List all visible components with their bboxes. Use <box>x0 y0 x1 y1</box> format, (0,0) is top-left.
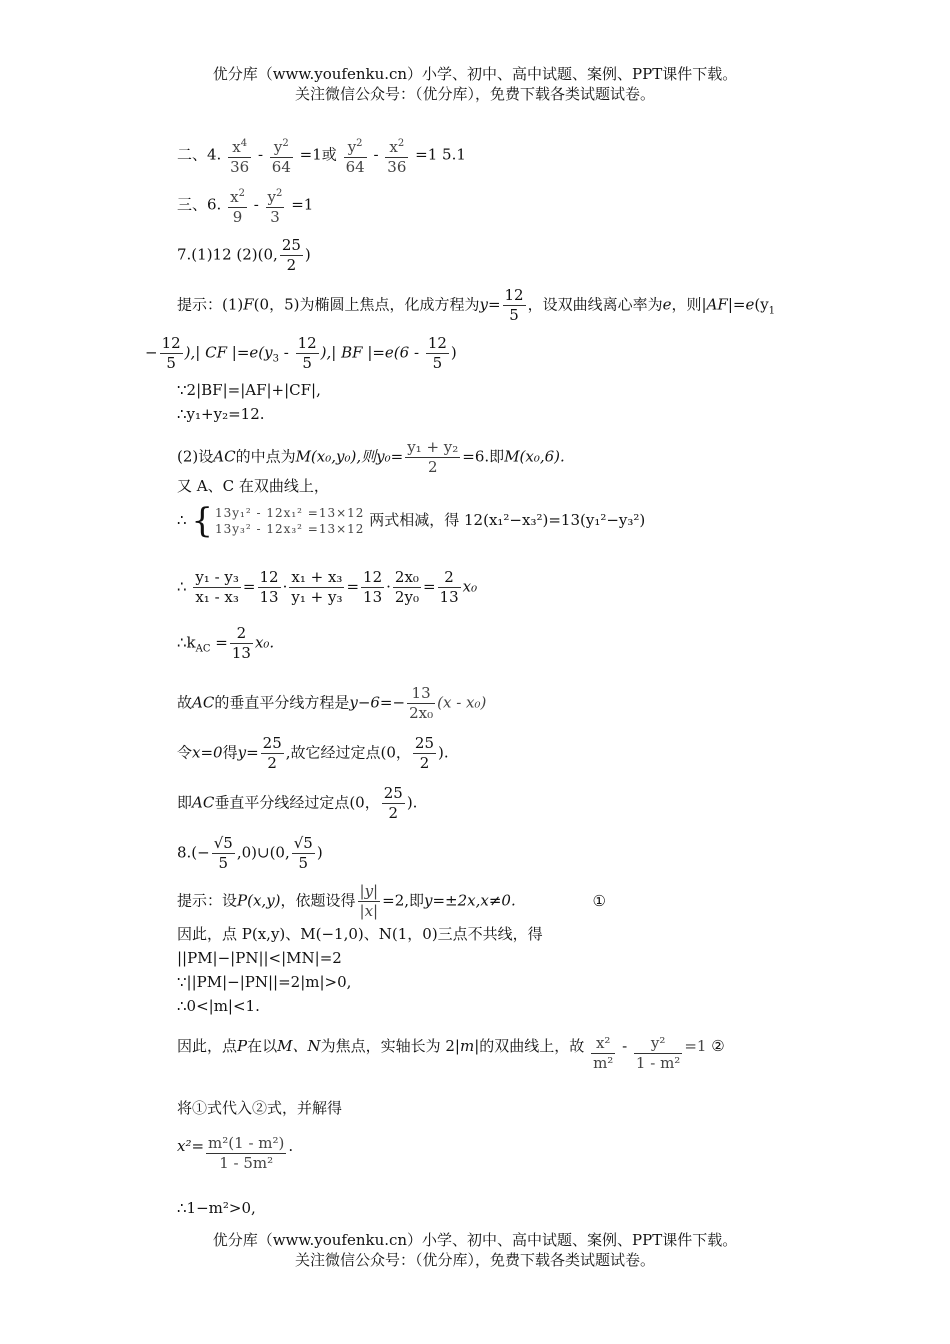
hint8-text-2: ，依题设得 <box>280 891 356 910</box>
inequality-line: ||PM|−|PN||<|MN|=2 <box>177 949 342 967</box>
hint-eq: |= <box>727 295 746 314</box>
perp-text: 故 <box>177 693 193 712</box>
hint-7-line-2 <box>145 334 457 373</box>
frac-num-2: √5 <box>293 834 313 852</box>
frac-den: 2 <box>427 458 438 476</box>
let-y: y= <box>237 743 259 762</box>
mid-m: M(x₀,y₀),则 <box>295 447 377 466</box>
kac-label: ∴k <box>177 633 196 652</box>
frac-den-1: m² <box>593 1054 614 1072</box>
therefore-line-2: ∴0<|m|<1. <box>177 997 260 1015</box>
fixed-line <box>177 784 417 823</box>
close-paren: ) <box>304 245 311 264</box>
hint-text-2: (0，5)为椭圆上焦点，化成方程为 <box>253 295 480 314</box>
frac-num: 13 <box>407 684 435 704</box>
thus-line-2 <box>177 1034 725 1073</box>
header-line-2: 关注微信公众号：（优分库），免费下载各类试题试卷。 <box>294 85 655 103</box>
let-x0: x=0 <box>192 743 223 762</box>
frac-num: 25 <box>281 236 301 254</box>
frac-den: 5 <box>218 854 229 872</box>
frac-num-4: 12 <box>363 568 383 586</box>
kac-line <box>177 624 274 663</box>
frac-num: 25 <box>262 734 282 752</box>
frac-den-2: 5 <box>302 354 312 372</box>
eq-1: = <box>242 577 256 596</box>
because-line-2: ∵||PM|−|PN||=2|m|>0, <box>177 973 352 991</box>
hint-y: y= <box>479 295 501 314</box>
system-line: ∴ { 13y₁² - 12x₁² =13×12 13y₃² - 12x₃² =13×12 两式相减，得 12(x₁²−x₃²)=13(y₁²−y₃²) <box>177 501 646 541</box>
sub3: 3 <box>272 353 279 365</box>
frac-den-4: 13 <box>363 588 383 606</box>
minus2: - <box>278 343 294 362</box>
footer-line-1: 优分库（www.youfenku.cn）小学、初中、高中试题、案例、PPT课件下载。 <box>212 1231 738 1249</box>
hint-sub: 1 <box>768 305 776 317</box>
mid-text-3: =6.即 <box>462 447 505 466</box>
frac-num: m²(1 - m²) <box>208 1134 285 1152</box>
thus-line-1: 因此，点 P(x,y)、M(−1,0)、N(1，0)三点不共线，得 <box>177 925 543 943</box>
let-text: 令 <box>177 743 193 762</box>
cf-text: ),| CF |=e(y <box>184 343 273 362</box>
minus: − <box>145 343 158 362</box>
frac-num-1: y₁ - y₃ <box>195 568 239 586</box>
answer-8 <box>177 834 323 873</box>
hint-7-line-1 <box>177 286 775 325</box>
frac-num-2: y² <box>634 1034 682 1054</box>
frac-den-3: 5 <box>432 354 443 372</box>
frac-den-6: 13 <box>439 588 459 606</box>
also-line: 又 A、C 在双曲线上， <box>177 477 329 495</box>
hint8-text-3: =2,即 <box>382 891 425 910</box>
frac-num: |y| <box>359 882 379 900</box>
frac-den: 5 <box>166 354 176 372</box>
because-line-1: ∵2|BF|=|AF|+|CF|, <box>177 381 321 399</box>
frac-den: 5 <box>509 306 519 324</box>
frac-num-2: 12 <box>297 334 317 352</box>
perp-line <box>177 684 486 723</box>
perp-ac: AC <box>192 693 215 712</box>
hint-text: 提示：(1) <box>177 295 244 314</box>
midpoint-line <box>177 438 565 477</box>
frac-den: |x| <box>359 902 379 920</box>
eq-3: = <box>422 577 436 596</box>
frac-num: 25 <box>383 784 403 802</box>
kac-eq: = <box>210 633 228 652</box>
mid-text: (2)设 <box>177 447 214 466</box>
answer-4: 二、4. $\frac{x^4}{36}$ - $\frac{y^2}{64}$ =1或 $\frac{y^2}{64}$ - $\frac{x^2}{36}$ =1 5.1 <box>177 134 466 177</box>
fixed-close: ). <box>406 793 418 812</box>
x2-dot: . <box>288 1137 294 1155</box>
x-squared-line <box>177 1134 293 1173</box>
mid-m6: M(x₀,6). <box>504 447 565 466</box>
frac-den: 2 <box>388 804 399 822</box>
frac-num-2: 12 <box>259 568 279 586</box>
tail-6: =1 <box>291 195 314 214</box>
frac-den-1: x₁ - x₃ <box>195 588 239 606</box>
frac-num-2: 25 <box>414 734 435 752</box>
label-8: 8.(− <box>177 843 210 862</box>
hint8-y: y=±2x,x≠0. <box>424 891 516 910</box>
union-text: ,0)∪(0, <box>236 843 290 862</box>
frac-den: 2 <box>267 754 277 772</box>
hint-8-line <box>177 882 606 921</box>
answer-7 <box>177 236 311 275</box>
hint8-p: P(x,y) <box>237 891 281 910</box>
thus2-minus: - <box>617 1037 632 1055</box>
frac-den: 2 <box>286 256 297 274</box>
let-text-3: ,故它经过定点(0， <box>285 743 411 762</box>
thus2-m: m <box>459 1037 475 1055</box>
header-line-1: 优分库（www.youfenku.cn）小学、初中、高中试题、案例、PPT课件下载。 <box>212 65 738 83</box>
circle-2-marker: ② <box>711 1037 725 1055</box>
thus2-text-2: 在以 <box>247 1037 278 1055</box>
hint-y1: (y <box>754 295 769 314</box>
perp-text-2: 的垂直平分线方程是 <box>214 693 350 712</box>
footer-line-2: 关注微信公众号：（优分库），免费下载各类试题试卷。 <box>294 1251 655 1269</box>
frac-num: √5 <box>213 834 233 852</box>
thus2-eq: =1 <box>684 1037 707 1055</box>
perp-tail: (x - x₀) <box>437 693 487 712</box>
frac-den-3: y₁ + y₃ <box>291 588 343 606</box>
close-paren: ) <box>316 843 323 862</box>
answer-6: 三、6. $\frac{x^2}{9}$ - $\frac{y^2}{3}$ =1 <box>177 184 313 227</box>
let-line <box>177 734 449 773</box>
frac-num-3: x₁ + x₃ <box>289 568 344 588</box>
dot-2: · <box>386 577 391 596</box>
frac-num-5: 2x₀ <box>394 568 419 586</box>
frac-den-2: 5 <box>298 854 309 872</box>
x0: x₀ <box>462 577 478 596</box>
thus2-text-3: 为焦点，实轴长为 2| <box>320 1037 460 1055</box>
frac-den: 1 - 5m² <box>219 1154 274 1172</box>
frac-den-2: 13 <box>259 588 279 606</box>
therefore-symbol: ∴ <box>177 577 187 596</box>
frac-den: 2x₀ <box>409 704 434 722</box>
frac-num-1: x² <box>591 1034 615 1054</box>
thus2-text: 因此，点 <box>177 1037 238 1055</box>
x2-label: x²= <box>177 1137 205 1155</box>
perp-y: y−6=− <box>349 693 406 712</box>
hint-text-3: ，设双曲线离心率为 <box>527 295 663 314</box>
dot-1: · <box>282 577 288 596</box>
label-4: 二、4. <box>177 145 222 164</box>
frac-den-5: 2y₀ <box>394 588 419 606</box>
label-7: 7.(1)12 (2)(0, <box>177 245 278 264</box>
frac-num: 2 <box>230 624 253 644</box>
kac-tail: x₀. <box>254 633 275 652</box>
frac-num: 12 <box>504 286 524 304</box>
frac-den: 13 <box>231 644 251 662</box>
therefore-line-1: ∴y₁+y₂=12. <box>177 405 265 423</box>
hint-e: e <box>662 295 672 314</box>
substitute-line: 将①式代入②式，并解得 <box>177 1099 343 1117</box>
mid-text-2: 的中点为 <box>235 447 296 466</box>
frac-num: y₁ + y₂ <box>407 438 459 456</box>
hint-af: AF <box>706 295 728 314</box>
let-text-2: 得 <box>222 743 238 762</box>
mid-ac: AC <box>213 447 236 466</box>
frac-num-6: 2 <box>438 568 461 588</box>
frac-den-2: 2 <box>419 754 430 772</box>
system-row-1: 13y₁² - 12x₁² =13×12 <box>214 506 365 520</box>
or-text: =1或 <box>299 145 337 164</box>
hint8-text: 提示：设 <box>177 891 238 910</box>
mid-y0: y₀= <box>376 447 404 466</box>
kac-sub: AC <box>195 643 211 655</box>
bf-text: ),| BF |=e(6 - <box>320 343 424 362</box>
let-close: ). <box>438 743 449 762</box>
thus2-text-4: |的双曲线上，故 <box>474 1037 585 1055</box>
tail-4: =1 5.1 <box>415 145 466 164</box>
close: ) <box>450 343 457 362</box>
thus2-mn: M、N <box>277 1037 321 1055</box>
eq-2: = <box>346 577 360 596</box>
ratio-line <box>177 568 477 607</box>
fixed-ac: AC <box>192 793 215 812</box>
frac-num-3: 12 <box>427 334 447 352</box>
thus2-p: P <box>237 1037 248 1055</box>
system-tail: 两式相减，得 12(x₁²−x₃²)=13(y₁²−y₃²) <box>369 511 646 529</box>
hint-text-4: ，则| <box>671 295 707 314</box>
label-6: 三、6. <box>177 195 222 214</box>
fixed-text-2: 垂直平分线经过定点(0， <box>214 793 380 812</box>
fixed-text: 即 <box>177 793 193 812</box>
hint-var-f: F <box>243 295 254 314</box>
hint-e2: e <box>745 295 755 314</box>
frac-den-2: 1 - m² <box>635 1054 681 1072</box>
system-row-2: 13y₃² - 12x₃² =13×12 <box>214 522 365 536</box>
therefore-symbol: ∴ <box>177 511 187 529</box>
circle-1-marker: ① <box>592 891 606 910</box>
frac-num: 12 <box>161 334 181 352</box>
therefore-line-3: ∴1−m²>0, <box>177 1199 256 1217</box>
